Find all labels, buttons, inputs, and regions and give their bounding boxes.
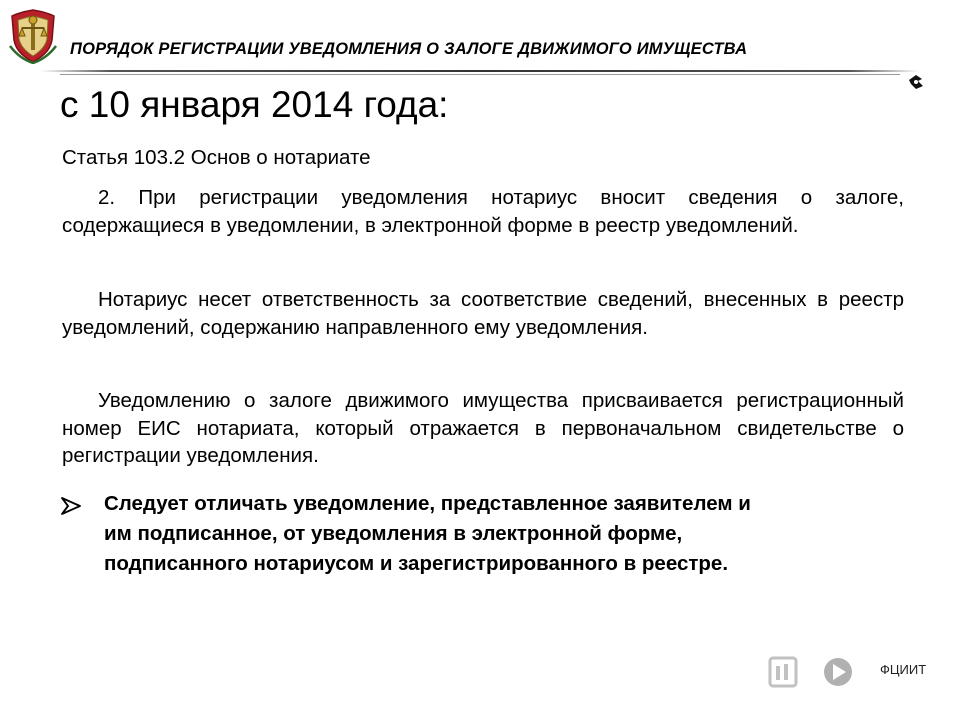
article-heading: Статья 103.2 Основ о нотариате bbox=[62, 146, 371, 169]
paragraph-1: 2. При регистрации уведомления нотариус вносит сведения о залоге, содержащиеся в уведомлении, в электронной форме в реестр уведомлений. bbox=[62, 186, 904, 237]
header-divider-thin bbox=[60, 74, 900, 75]
header-title: ПОРЯДОК РЕГИСТРАЦИИ УВЕДОМЛЕНИЯ О ЗАЛОГЕ ДВИЖИМОГО ИМУЩЕСТВА bbox=[70, 40, 748, 58]
slide-title: с 10 января 2014 года: bbox=[60, 84, 449, 125]
corner-ornament-icon bbox=[906, 72, 926, 92]
arrow-bullet-icon bbox=[60, 496, 82, 516]
header-divider bbox=[40, 70, 920, 72]
paragraph-2: Нотариус несет ответственность за соответствие сведений, внесенных в реестр уведомлений, содержанию направленного ему уведомления. bbox=[62, 288, 904, 339]
bullet-note: Следует отличать уведомление, представленное заявителем и им подписанное, от уведомления в электронной форме, подписанного нотариусом и зарегистрированного в реестре. bbox=[104, 492, 751, 575]
watermark-label: ФЦИИТ bbox=[880, 662, 927, 677]
notary-emblem-icon bbox=[6, 6, 60, 64]
paragraph-3: Уведомлению о залоге движимого имущества присваивается регистрационный номер ЕИС нотариата, который отражается в первоначальном свидетельстве о регистрации уведомления. bbox=[62, 389, 904, 467]
